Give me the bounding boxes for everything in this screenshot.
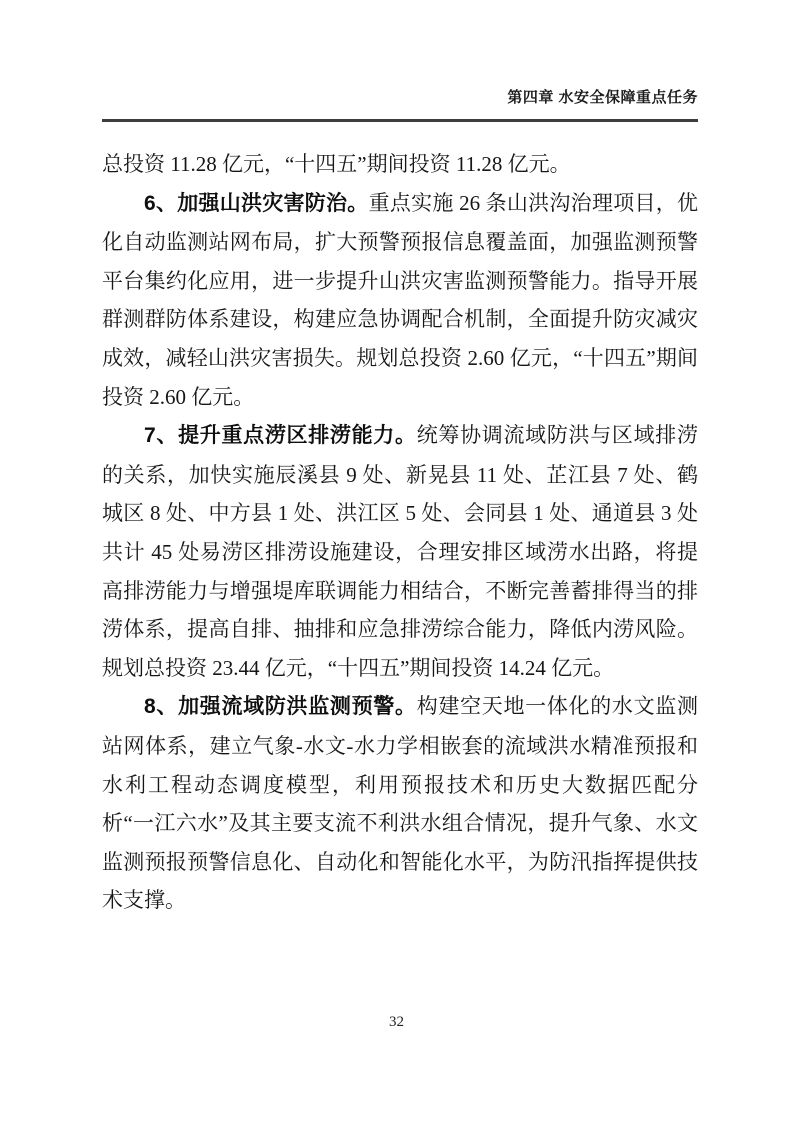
page-number: 32: [389, 1014, 404, 1030]
paragraph-text: 统筹协调流域防洪与区域排涝的关系，加快实施辰溪县 9 处、新晃县 11 处、芷江县 7 处、鹤城区 8 处、中方县 1 处、洪江区 5 处、会同县 1 处、通道县 3 处共计 45 处易涝区排涝设施建设，合理安排区域涝水出路，将提高排涝能力与增强堤库联调能力相结合，不断完善蓄排得当的排涝体系，提高自排、抽排和应急排涝综合能力，降低内涝风险。规划总投资 23.44 亿元，“十四五”期间投资 14.24 亿元。: [102, 423, 698, 680]
paragraph-lead: 8、加强流域防洪监测预警。: [144, 695, 417, 719]
page-footer: [0, 1014, 793, 1031]
chapter-title: 第四章 水安全保障重点任务: [507, 89, 698, 106]
document-body: [102, 145, 698, 920]
paragraph-continuation: [102, 145, 698, 184]
paragraph-text: 总投资 11.28 亿元，“十四五”期间投资 11.28 亿元。: [102, 152, 571, 176]
paragraph-item-6: [102, 184, 698, 417]
page-header: [102, 88, 698, 108]
paragraph-text: 重点实施 26 条山洪沟治理项目，优化自动监测站网布局，扩大预警预报信息覆盖面，加强监测预警平台集约化应用，进一步提升山洪灾害监测预警能力。指导开展群测群防体系建设，构建应急协调配合机制，全面提升防灾减灾成效，减轻山洪灾害损失。规划总投资 2.60 亿元，“十四五”期间投资 2.60 亿元。: [102, 190, 698, 409]
paragraph-item-8: [102, 687, 698, 920]
header-rule: [102, 119, 698, 122]
paragraph-lead: 7、提升重点涝区排涝能力。: [144, 424, 417, 448]
paragraph-text: 构建空天地一体化的水文监测站网体系，建立气象-水文-水力学相嵌套的流域洪水精准预报和水利工程动态调度模型，利用预报技术和历史大数据匹配分析“一江六水”及其主要支流不利洪水组合情况，提升气象、水文监测预报预警信息化、自动化和智能化水平，为防汛指挥提供技术支撑。: [102, 694, 698, 913]
paragraph-lead: 6、加强山洪灾害防治。: [144, 191, 369, 215]
paragraph-item-7: [102, 416, 698, 687]
